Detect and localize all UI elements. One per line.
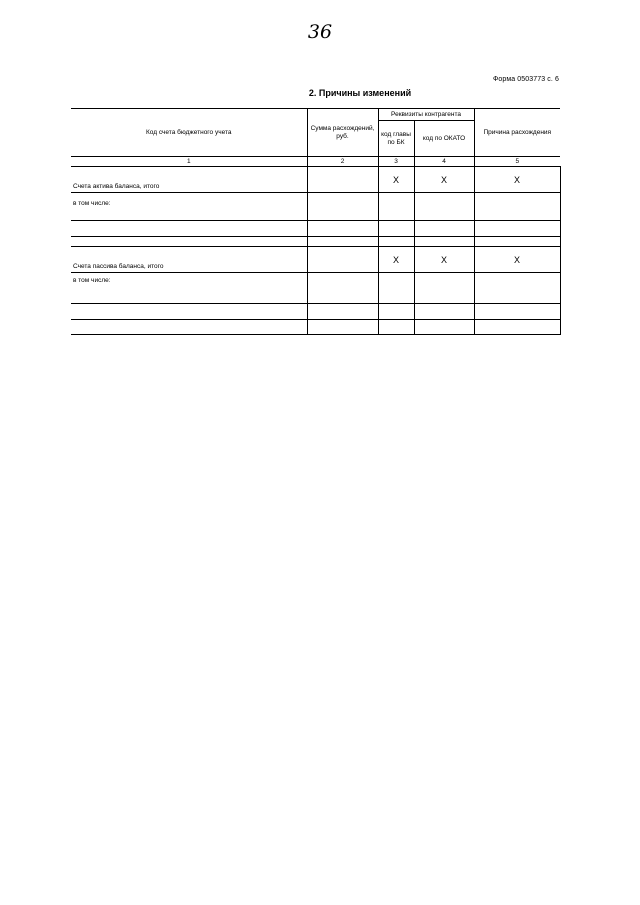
column-number-2: 2 bbox=[307, 157, 378, 167]
bk-code-cell bbox=[378, 304, 414, 320]
row-label: в том числе: bbox=[71, 273, 307, 304]
row-label bbox=[71, 237, 307, 247]
reason-cell bbox=[474, 237, 560, 247]
reason-cell bbox=[474, 320, 560, 335]
okato-cell bbox=[414, 273, 474, 304]
okato-cell bbox=[414, 320, 474, 335]
amount-cell bbox=[307, 237, 378, 247]
table-row bbox=[71, 320, 560, 335]
okato-cell bbox=[414, 237, 474, 247]
header-okato-code: код по ОКАТО bbox=[414, 121, 474, 157]
amount-cell bbox=[307, 273, 378, 304]
table-row bbox=[71, 304, 560, 320]
bk-code-cell bbox=[378, 273, 414, 304]
header-counterparty-details: Реквизиты контрагента bbox=[378, 109, 474, 121]
header-account-code: Код счета бюджетного учета bbox=[71, 109, 307, 157]
amount-cell bbox=[307, 304, 378, 320]
row-label bbox=[71, 304, 307, 320]
bk-code-cell: X bbox=[378, 167, 414, 193]
discrepancy-table bbox=[71, 108, 560, 335]
table-row bbox=[71, 167, 560, 193]
row-label: в том числе: bbox=[71, 193, 307, 221]
bk-code-cell bbox=[378, 237, 414, 247]
table-row bbox=[71, 237, 560, 247]
amount-cell bbox=[307, 221, 378, 237]
row-label bbox=[71, 320, 307, 335]
row-label: Счета актива баланса, итого bbox=[71, 167, 307, 193]
column-number-5: 5 bbox=[474, 157, 560, 167]
reason-cell bbox=[474, 193, 560, 221]
bk-code-cell: X bbox=[378, 247, 414, 273]
amount-cell bbox=[307, 167, 378, 193]
header-discrepancy-amount: Сумма расхождений, руб. bbox=[307, 109, 378, 157]
reason-cell bbox=[474, 273, 560, 304]
okato-cell: X bbox=[414, 247, 474, 273]
reason-cell bbox=[474, 221, 560, 237]
okato-cell bbox=[414, 304, 474, 320]
column-number-1: 1 bbox=[71, 157, 307, 167]
okato-cell bbox=[414, 221, 474, 237]
reason-cell: X bbox=[474, 167, 560, 193]
okato-cell bbox=[414, 193, 474, 221]
row-label bbox=[71, 221, 307, 237]
table-row bbox=[71, 273, 560, 304]
row-label: Счета пассива баланса, итого bbox=[71, 247, 307, 273]
column-number-3: 3 bbox=[378, 157, 414, 167]
bk-code-cell bbox=[378, 221, 414, 237]
reason-cell: X bbox=[474, 247, 560, 273]
table-row bbox=[71, 193, 560, 221]
okato-cell: X bbox=[414, 167, 474, 193]
amount-cell bbox=[307, 247, 378, 273]
column-number-4: 4 bbox=[414, 157, 474, 167]
form-code: Форма 0503773 с. 6 bbox=[492, 76, 559, 83]
table-row bbox=[71, 247, 560, 273]
bk-code-cell bbox=[378, 193, 414, 221]
table-row bbox=[71, 221, 560, 237]
amount-cell bbox=[307, 193, 378, 221]
bk-code-cell bbox=[378, 320, 414, 335]
header-discrepancy-reason: Причина расхождения bbox=[474, 109, 560, 157]
section-title: 2. Причины изменений bbox=[308, 88, 412, 98]
header-bk-chapter-code: код главы по БК bbox=[378, 121, 414, 157]
reason-cell bbox=[474, 304, 560, 320]
page-number: 36 bbox=[307, 21, 333, 43]
amount-cell bbox=[307, 320, 378, 335]
